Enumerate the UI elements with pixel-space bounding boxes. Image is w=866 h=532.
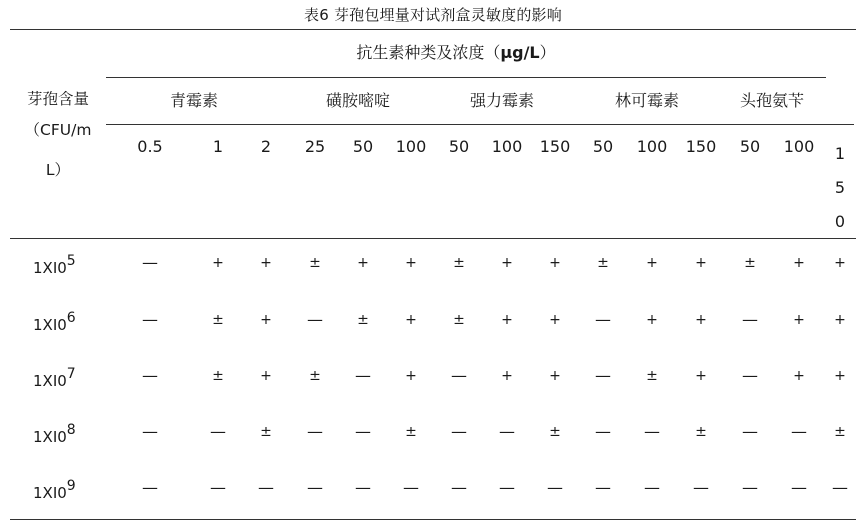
result-cell: ±: [309, 368, 321, 384]
result-cell: ±: [549, 424, 561, 440]
antibiotic-group-header: [106, 40, 806, 63]
result-cell: +: [549, 368, 561, 384]
result-cell: ±: [695, 424, 707, 440]
result-cell: +: [212, 255, 224, 271]
group-rule: [106, 77, 826, 78]
result-cell: —: [142, 253, 158, 272]
result-cell: +: [501, 368, 513, 384]
concentration-cell: 150: [834, 144, 846, 231]
result-cell: —: [791, 422, 807, 441]
result-cell: —: [644, 422, 660, 441]
result-cell: +: [793, 312, 805, 328]
result-cell: —: [142, 422, 158, 441]
spore-count-base: 1XI0: [33, 316, 67, 334]
result-cell: —: [142, 478, 158, 497]
result-cell: —: [595, 422, 611, 441]
result-cell: +: [260, 255, 272, 271]
concentration-cell: 50: [592, 137, 614, 156]
antibiotic-lincomycin: 林可霉素: [615, 91, 680, 110]
concentration-cell: 25: [304, 137, 326, 156]
result-cell: +: [357, 255, 369, 271]
result-cell: —: [742, 422, 758, 441]
result-cell: +: [646, 312, 658, 328]
concentration-cell: 50: [448, 137, 470, 156]
result-cell: ±: [646, 368, 658, 384]
result-cell: +: [834, 368, 846, 384]
result-cell: —: [355, 478, 371, 497]
bottom-rule: [10, 519, 856, 520]
result-cell: —: [742, 366, 758, 385]
spore-count-exponent: 9: [66, 478, 76, 494]
group-label: 抗生素种类及浓度（: [356, 43, 501, 62]
result-cell: +: [834, 312, 846, 328]
result-cell: —: [791, 478, 807, 497]
result-cell: +: [549, 312, 561, 328]
result-cell: —: [832, 478, 848, 497]
result-cell: —: [547, 478, 563, 497]
result-cell: —: [499, 422, 515, 441]
result-cell: ±: [357, 312, 369, 328]
result-cell: —: [451, 366, 467, 385]
result-cell: ±: [597, 255, 609, 271]
table-title: 表6 芽孢包埋量对试剂盒灵敏度的影响: [304, 6, 562, 24]
result-cell: +: [405, 368, 417, 384]
result-cell: +: [793, 368, 805, 384]
spore-count-label: [33, 312, 76, 334]
antibiotic-cephalexin: 头孢氨苄: [740, 91, 805, 110]
concentration-cell: 100: [636, 137, 668, 156]
spore-count-label: [33, 424, 76, 446]
spore-count-exponent: 5: [66, 253, 76, 269]
spore-content-header-line3: L）: [45, 161, 71, 179]
antibiotic-sulfadiazine: 磺胺嘧啶: [326, 91, 391, 110]
result-cell: ±: [453, 255, 465, 271]
result-cell: —: [258, 478, 274, 497]
result-cell: —: [142, 310, 158, 329]
result-cell: —: [307, 310, 323, 329]
result-cell: +: [405, 255, 417, 271]
spore-count-label: [33, 480, 76, 502]
result-cell: —: [595, 366, 611, 385]
result-cell: —: [451, 478, 467, 497]
result-cell: —: [355, 366, 371, 385]
spore-count-base: 1XI0: [33, 484, 67, 502]
spore-count-exponent: 8: [66, 422, 76, 438]
concentration-cell: 100: [491, 137, 523, 156]
concentration-cell: 150: [539, 137, 571, 156]
result-cell: —: [355, 422, 371, 441]
result-cell: +: [405, 312, 417, 328]
concentration-cell: 100: [395, 137, 427, 156]
result-cell: +: [834, 255, 846, 271]
result-cell: —: [307, 422, 323, 441]
concentration-cell: 0.5: [137, 137, 163, 156]
result-cell: +: [260, 368, 272, 384]
concentration-cell: 1: [212, 137, 224, 156]
concentration-cell: 50: [739, 137, 761, 156]
result-cell: ±: [309, 255, 321, 271]
antibiotic-rule: [106, 124, 854, 125]
spore-count-base: 1XI0: [33, 428, 67, 446]
result-cell: —: [142, 366, 158, 385]
result-cell: ±: [453, 312, 465, 328]
result-cell: ±: [405, 424, 417, 440]
result-cell: +: [501, 255, 513, 271]
result-cell: +: [695, 312, 707, 328]
concentration-cell: 50: [352, 137, 374, 156]
result-cell: ±: [212, 312, 224, 328]
result-cell: +: [793, 255, 805, 271]
antibiotic-penicillin: 青霉素: [170, 91, 219, 110]
result-cell: —: [451, 422, 467, 441]
spore-count-exponent: 6: [66, 310, 76, 326]
result-cell: +: [646, 255, 658, 271]
result-cell: —: [742, 310, 758, 329]
spore-content-header-line2: （CFU/m: [24, 121, 92, 139]
spore-count-exponent: 7: [66, 366, 76, 382]
result-cell: —: [403, 478, 419, 497]
group-label-end: ）: [539, 43, 556, 62]
spore-count-base: 1XI0: [33, 372, 67, 390]
spore-content-header-line1: 芽孢含量: [26, 90, 89, 108]
result-cell: —: [595, 310, 611, 329]
result-cell: +: [260, 312, 272, 328]
header-bottom-rule: [10, 238, 856, 239]
result-cell: —: [210, 478, 226, 497]
spore-count-label: [33, 368, 76, 390]
result-cell: —: [595, 478, 611, 497]
concentration-cell: 2: [260, 137, 272, 156]
spore-count-label: [33, 255, 76, 277]
result-cell: —: [307, 478, 323, 497]
result-cell: —: [210, 422, 226, 441]
result-cell: +: [549, 255, 561, 271]
result-cell: ±: [744, 255, 756, 271]
result-cell: —: [742, 478, 758, 497]
spore-count-base: 1XI0: [33, 259, 67, 277]
result-cell: —: [644, 478, 660, 497]
concentration-cell: 100: [783, 137, 815, 156]
result-cell: +: [695, 255, 707, 271]
concentration-cell: 150: [685, 137, 717, 156]
result-cell: —: [693, 478, 709, 497]
result-cell: ±: [260, 424, 272, 440]
top-rule: [10, 29, 856, 30]
antibiotic-doxycycline: 强力霉素: [470, 91, 535, 110]
result-cell: ±: [834, 424, 846, 440]
result-cell: ±: [212, 368, 224, 384]
result-cell: +: [501, 312, 513, 328]
result-cell: —: [499, 478, 515, 497]
group-unit: μg/L: [500, 43, 540, 62]
result-cell: +: [695, 368, 707, 384]
